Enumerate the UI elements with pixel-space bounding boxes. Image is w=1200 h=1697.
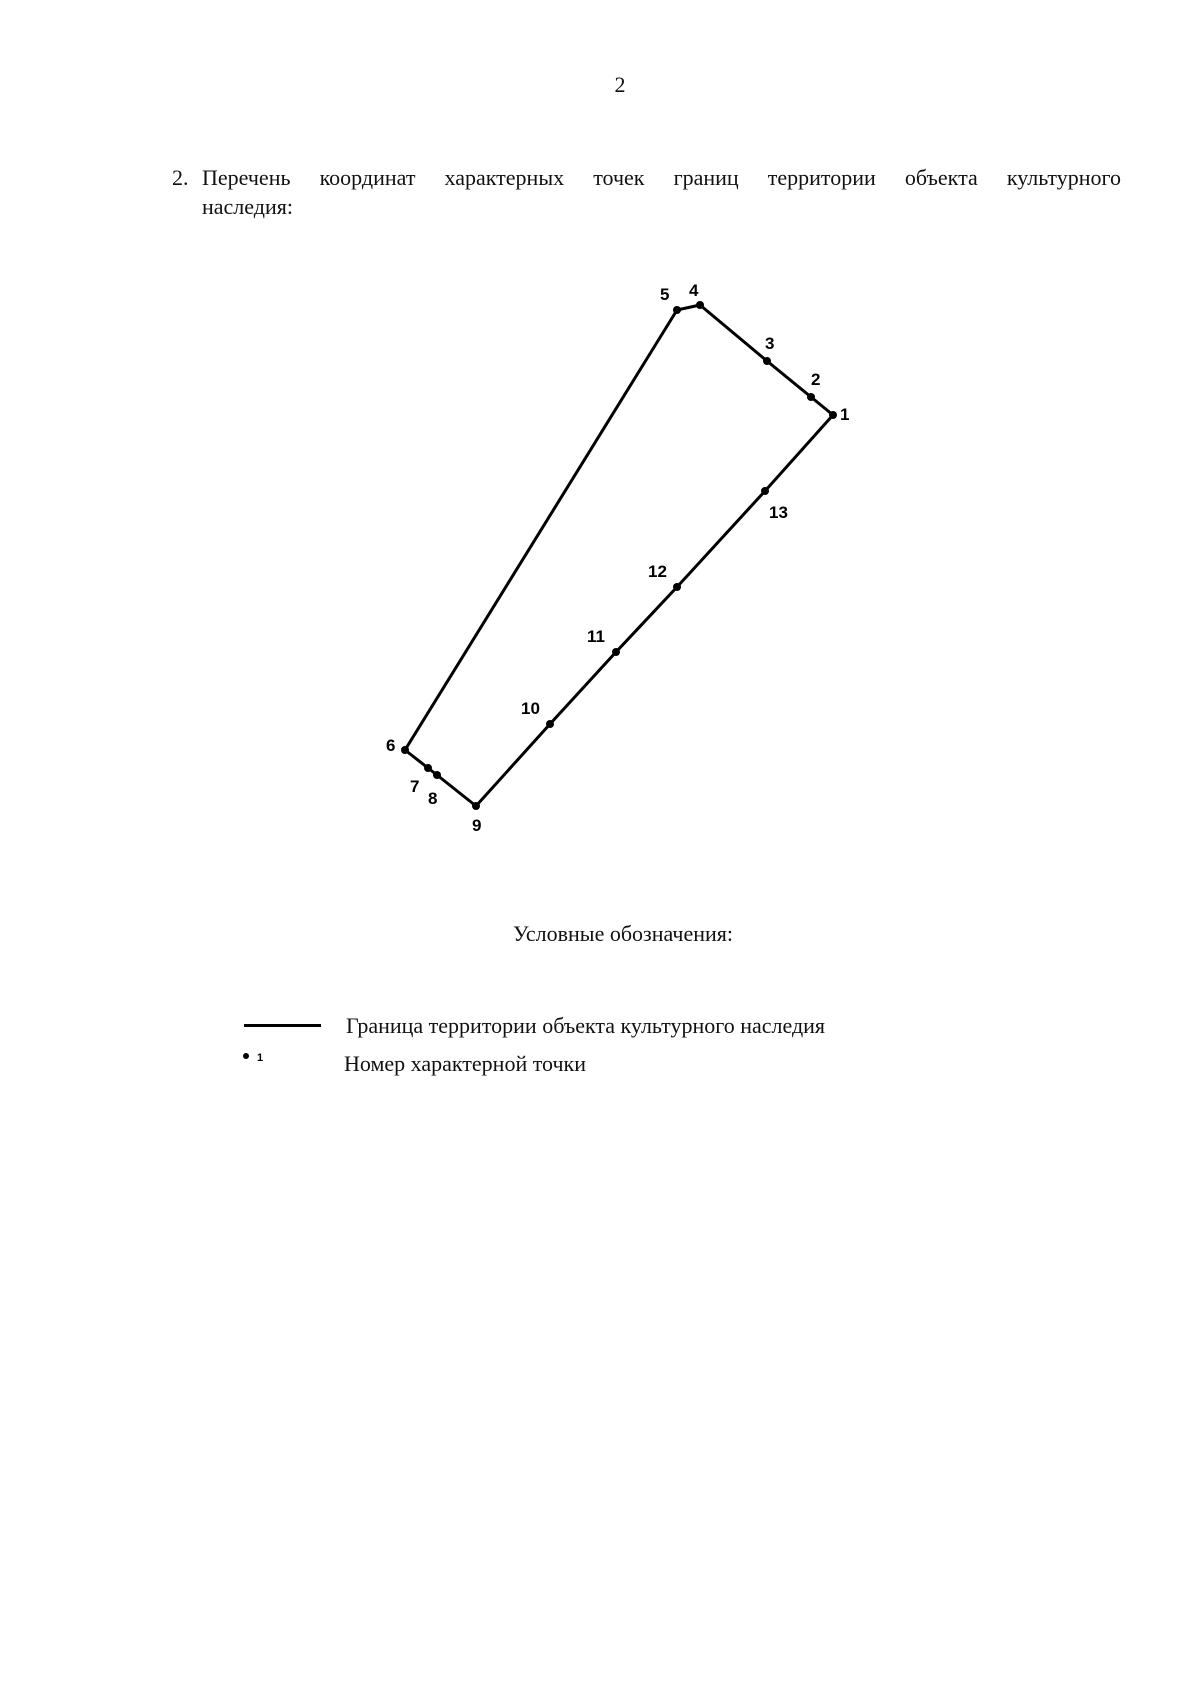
point-10-marker — [546, 720, 554, 728]
legend-boundary-line-symbol — [244, 1024, 321, 1027]
point-11-label: 11 — [587, 627, 605, 646]
section-number: 2. — [172, 165, 189, 190]
characteristic-points — [401, 301, 837, 810]
point-11-marker — [612, 648, 620, 656]
legend-title: Условные обозначения: — [512, 921, 734, 946]
legend-point-symbol — [242, 1050, 270, 1064]
point-12-label: 12 — [648, 562, 667, 581]
legend-point-label: Номер характерной точки — [344, 1051, 586, 1076]
point-1-marker — [829, 411, 837, 419]
point-6-marker — [401, 746, 409, 754]
point-7-label: 7 — [410, 777, 420, 796]
point-4-marker — [696, 301, 704, 309]
point-2-marker — [807, 393, 815, 401]
point-13-label: 13 — [769, 503, 788, 522]
point-8-label: 8 — [428, 789, 438, 808]
point-6-label: 6 — [386, 736, 396, 755]
legend-point-dot — [243, 1053, 249, 1059]
point-9-label: 9 — [472, 816, 482, 835]
point-12-marker — [673, 583, 681, 591]
point-8-marker — [433, 771, 441, 779]
page-number: 2 — [614, 72, 626, 97]
point-2-label: 2 — [811, 370, 821, 389]
point-10-label: 10 — [521, 699, 540, 718]
section-heading-continuation: наследия: — [202, 194, 293, 219]
point-1-label: 1 — [840, 405, 850, 424]
territory-boundary — [405, 305, 833, 806]
point-labels — [386, 281, 849, 835]
point-7-marker — [424, 764, 432, 772]
point-4-label: 4 — [689, 281, 699, 300]
point-3-label: 3 — [765, 334, 775, 353]
point-5-label: 5 — [660, 285, 670, 304]
section-heading-text: Перечень координат характерных точек границ территории объекта культурного — [202, 165, 1121, 190]
point-13-marker — [761, 487, 769, 495]
legend-point-number: 1 — [257, 1052, 264, 1064]
legend-boundary-label: Граница территории объекта культурного наследия — [346, 1013, 826, 1038]
point-9-marker — [472, 802, 480, 810]
point-5-marker — [673, 306, 681, 314]
point-3-marker — [763, 357, 771, 365]
